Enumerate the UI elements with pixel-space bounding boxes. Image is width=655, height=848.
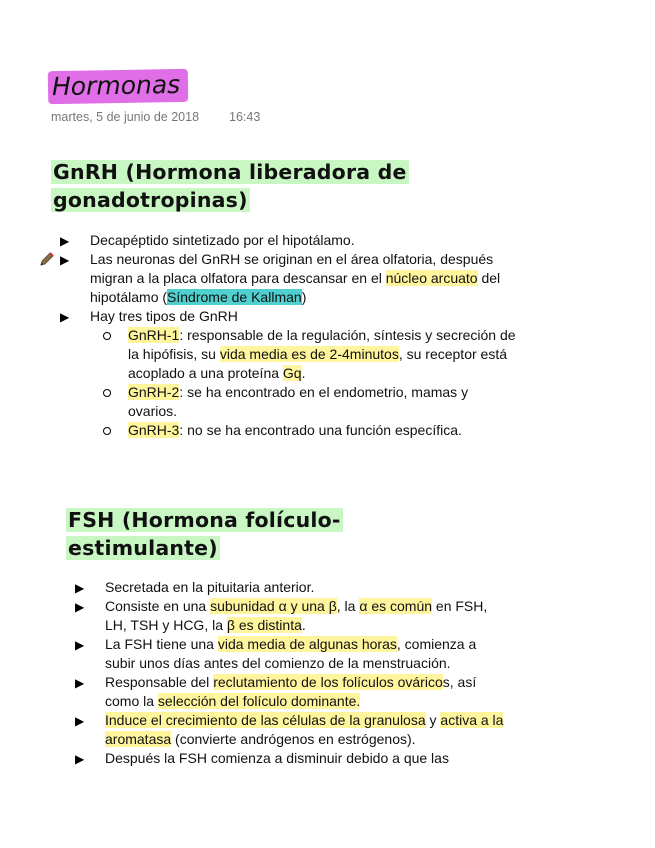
gnrh-bullet-list — [60, 231, 520, 440]
circle-bullet-icon — [103, 332, 111, 340]
triangle-bullet-icon: ▶ — [75, 600, 85, 614]
sub-list-item[interactable]: GnRH-1: responsable de la regulación, síntesis y secreción de la hipófisis, su vida media es de 2-4minutos, su receptor está acoplado a una proteína Gq. — [128, 326, 520, 383]
heading-line-1: GnRH (Hormona liberadora de — [53, 160, 407, 184]
section-heading-fsh[interactable] — [66, 506, 396, 562]
sub-list-item[interactable]: GnRH-2: se ha encontrado en el endometrio, mamas y ovarios. — [128, 383, 520, 421]
triangle-bullet-icon: ▶ — [60, 234, 70, 248]
page-title[interactable]: Hormonas — [48, 69, 189, 104]
triangle-bullet-icon: ▶ — [60, 310, 70, 324]
circle-bullet-icon — [103, 427, 111, 435]
page-time: 16:43 — [229, 110, 261, 124]
list-item[interactable]: ▶ Consiste en una subunidad α y una β, la α es común en FSH, LH, TSH y HCG, la β es distinta. — [75, 598, 488, 633]
list-item[interactable]: ▶ Induce el crecimiento de las células de la granulosa y activa a la aromatasa (convierte andrógenos en estrógenos). — [75, 712, 504, 747]
triangle-bullet-icon: ▶ — [75, 638, 85, 652]
triangle-bullet-icon: ▶ — [75, 714, 85, 728]
list-item[interactable]: ▶ Secretada en la pituitaria anterior. — [75, 578, 505, 597]
page-title-container — [48, 70, 188, 103]
list-item[interactable]: ▶ Las neuronas del GnRH se originan en el área olfatoria, después migran a la placa olfatora para descansar en el núcleo arcuato del hipotálamo (Síndrome de Kallman) — [60, 251, 501, 305]
list-item[interactable]: ▶ Decapéptido sintetizado por el hipotálamo. — [60, 231, 520, 250]
sub-list-item[interactable]: GnRH-3: no se ha encontrado una función específica. — [128, 421, 520, 440]
heading-line-2: estimulante) — [68, 536, 218, 560]
list-item[interactable]: ▶ Después la FSH comienza a disminuir debido a que las — [75, 749, 505, 768]
triangle-bullet-icon: ▶ — [75, 581, 85, 595]
gnrh-sub-list — [90, 326, 520, 440]
circle-bullet-icon — [103, 389, 111, 397]
pen-icon[interactable] — [38, 250, 56, 268]
list-item[interactable]: ▶ Hay tres tipos de GnRH GnRH-1: responsable de la regulación, síntesis y secreción de la hipófisis, su vida media es de 2-4minutos, su receptor está acoplado a una proteína Gq. GnRH-2: se ha encontrado en el endometrio, mamas y ovarios. GnRH-3: no se ha encontrado una función específica. — [60, 307, 520, 440]
page-date: martes, 5 de junio de 2018 — [51, 110, 200, 124]
heading-line-2: gonadotropinas) — [53, 188, 248, 212]
list-item[interactable]: ▶ La FSH tiene una vida media de algunas horas, comienza a subir unos días antes del comienzo de la menstruación. — [75, 636, 477, 671]
triangle-bullet-icon: ▶ — [60, 253, 70, 267]
triangle-bullet-icon: ▶ — [75, 676, 85, 690]
fsh-bullet-list — [75, 578, 505, 768]
heading-line-1: FSH (Hormona folículo- — [68, 508, 341, 532]
list-item[interactable]: ▶ Responsable del reclutamiento de los folículos ováricos, así como la selección del folículo dominante. — [75, 674, 477, 709]
page-meta — [51, 110, 260, 124]
triangle-bullet-icon: ▶ — [75, 752, 85, 766]
section-heading-gnrh[interactable] — [51, 158, 471, 214]
